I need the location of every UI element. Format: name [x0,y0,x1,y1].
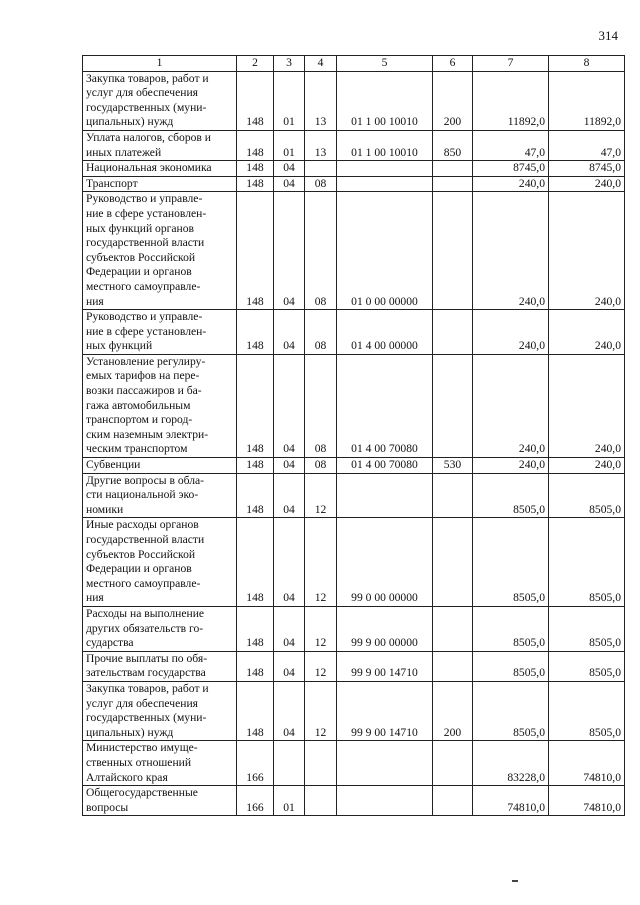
row-name-line: Министерство имуще- [86,741,198,755]
table-row [83,741,625,786]
row-cell-c5: 01 4 00 70080 [337,458,433,474]
row-name-line: вопросы [86,800,129,814]
row-name-line: Транспорт [86,176,138,190]
table-row [83,473,625,518]
row-cell-c2: 148 [237,458,274,474]
row-name-line: Закупка товаров, работ и [86,71,209,85]
row-name-line: ния [86,294,104,308]
row-cell-c3: 04 [274,518,305,607]
row-cell-c5: 99 9 00 00000 [337,606,433,651]
row-name-line: государственных (муни- [86,100,207,114]
row-cell-c7: 11892,0 [473,71,549,130]
row-cell-c4: 13 [305,130,337,160]
row-cell-c3 [274,741,305,786]
row-cell-c6: 200 [433,681,473,740]
row-cell-c7: 8505,0 [473,473,549,518]
table-row [83,176,625,192]
table-row [83,458,625,474]
row-name-line: сударства [86,636,134,650]
header-cell-5: 5 [337,56,433,72]
row-cell-c6 [433,786,473,816]
row-cell-c8: 74810,0 [549,786,625,816]
row-cell-c6 [433,473,473,518]
row-cell-c5: 99 9 00 14710 [337,681,433,740]
row-cell-c6 [433,161,473,177]
budget-table [82,55,625,816]
table-row [83,681,625,740]
row-name-line: Субвенции [86,458,141,472]
row-cell-c4: 12 [305,518,337,607]
row-name-cell [83,176,237,192]
row-cell-c4 [305,786,337,816]
row-cell-c6 [433,192,473,310]
row-cell-c8: 74810,0 [549,741,625,786]
row-cell-c7: 240,0 [473,310,549,355]
row-cell-c2: 166 [237,741,274,786]
row-cell-c2: 148 [237,130,274,160]
row-cell-c4: 08 [305,310,337,355]
row-cell-c6 [433,354,473,457]
row-cell-c3: 04 [274,192,305,310]
row-cell-c3: 04 [274,176,305,192]
row-name-cell [83,518,237,607]
row-cell-c2: 148 [237,473,274,518]
row-name-line: Закупка товаров, работ и [86,681,209,695]
row-cell-c2: 148 [237,651,274,681]
scan-mark [512,880,518,882]
row-cell-c8: 8505,0 [549,651,625,681]
row-cell-c8: 47,0 [549,130,625,160]
row-cell-c6: 850 [433,130,473,160]
table-row [83,161,625,177]
row-cell-c7: 8505,0 [473,681,549,740]
row-cell-c7: 8505,0 [473,606,549,651]
row-name-line: ципальных) нужд [86,115,174,129]
table-row [83,518,625,607]
row-cell-c7: 240,0 [473,192,549,310]
row-name-line: субъектов Российской [86,250,196,264]
row-name-line: местного самоуправле- [86,576,201,590]
row-name-cell [83,681,237,740]
row-cell-c2: 148 [237,518,274,607]
row-cell-c7: 240,0 [473,176,549,192]
row-cell-c6 [433,310,473,355]
row-cell-c8: 240,0 [549,458,625,474]
row-cell-c7: 240,0 [473,354,549,457]
row-cell-c5: 99 9 00 14710 [337,651,433,681]
table-row [83,606,625,651]
row-cell-c2: 148 [237,681,274,740]
row-name-line: Алтайского края [86,770,168,784]
row-name-line: иных платежей [86,145,162,159]
row-name-line: услуг для обеспечения [86,86,198,100]
row-name-line: государственных (муни- [86,711,207,725]
row-cell-c2: 148 [237,354,274,457]
row-cell-c3: 04 [274,473,305,518]
row-name-line: ных функций [86,339,153,353]
row-cell-c4: 12 [305,473,337,518]
row-cell-c8: 11892,0 [549,71,625,130]
row-cell-c6: 530 [433,458,473,474]
row-name-line: Руководство и управле- [86,310,203,324]
row-cell-c5: 01 1 00 10010 [337,71,433,130]
row-cell-c3: 04 [274,310,305,355]
header-cell-8: 8 [549,56,625,72]
row-cell-c2: 148 [237,192,274,310]
row-cell-c7: 8505,0 [473,651,549,681]
row-cell-c5 [337,473,433,518]
row-name-line: зательствам государства [86,666,206,680]
row-name-line: номики [86,502,124,516]
row-cell-c8: 240,0 [549,192,625,310]
row-name-line: Общегосударственные [86,786,198,800]
row-name-cell [83,606,237,651]
row-cell-c7: 8505,0 [473,518,549,607]
row-cell-c4: 12 [305,606,337,651]
row-cell-c4: 08 [305,192,337,310]
row-cell-c2: 148 [237,161,274,177]
row-cell-c3: 04 [274,458,305,474]
row-name-line: ние в сфере установлен- [86,206,207,220]
row-name-line: других обязательств го- [86,621,204,635]
row-name-line: субъектов Российской [86,547,196,561]
row-name-line: Расходы на выполнение [86,606,205,620]
row-cell-c2: 148 [237,71,274,130]
row-name-cell [83,130,237,160]
row-cell-c7: 83228,0 [473,741,549,786]
row-cell-c7: 47,0 [473,130,549,160]
page-number: 314 [598,28,618,43]
table-row [83,130,625,160]
row-name-line: ние в сфере установлен- [86,324,207,338]
row-name-cell [83,473,237,518]
row-cell-c7: 8745,0 [473,161,549,177]
row-name-line: ским наземным электри- [86,427,209,441]
row-cell-c5: 01 4 00 70080 [337,354,433,457]
row-cell-c8: 8505,0 [549,681,625,740]
row-name-cell [83,354,237,457]
table-row [83,354,625,457]
row-cell-c3: 04 [274,681,305,740]
row-name-line: емых тарифов на пере- [86,369,200,383]
header-cell-6: 6 [433,56,473,72]
table-row [83,71,625,130]
table-row [83,192,625,310]
row-name-cell [83,192,237,310]
row-name-line: Прочие выплаты по обя- [86,651,208,665]
row-cell-c2: 166 [237,786,274,816]
row-cell-c8: 8505,0 [549,606,625,651]
row-cell-c2: 148 [237,176,274,192]
row-name-line: Уплата налогов, сборов и [86,130,212,144]
header-cell-7: 7 [473,56,549,72]
row-cell-c2: 148 [237,606,274,651]
row-name-line: ческим транспортом [86,442,188,456]
row-cell-c8: 240,0 [549,176,625,192]
row-name-cell [83,741,237,786]
row-name-line: Установление регулиру- [86,354,206,368]
row-cell-c6 [433,176,473,192]
row-cell-c5 [337,161,433,177]
row-cell-c8: 8505,0 [549,518,625,607]
row-name-line: возки пассажиров и ба- [86,384,202,398]
row-name-line: гажа автомобильным [86,398,191,412]
row-cell-c4: 08 [305,354,337,457]
row-name-line: транспортом и город- [86,413,193,427]
row-cell-c3: 01 [274,130,305,160]
header-cell-1: 1 [83,56,237,72]
row-name-line: Национальная экономика [86,161,212,175]
row-name-line: Другие вопросы в обла- [86,473,205,487]
row-cell-c5: 01 0 00 00000 [337,192,433,310]
row-cell-c7: 240,0 [473,458,549,474]
row-name-line: Федерации и органов [86,562,192,576]
row-name-cell [83,786,237,816]
row-name-line: государственной власти [86,533,205,546]
table-row [83,310,625,355]
row-name-cell [83,71,237,130]
row-cell-c8: 8505,0 [549,473,625,518]
row-name-line: Федерации и органов [86,265,192,279]
row-cell-c4: 13 [305,71,337,130]
row-cell-c4: 12 [305,681,337,740]
row-name-line: ния [86,591,104,605]
row-cell-c2: 148 [237,310,274,355]
row-cell-c3: 01 [274,71,305,130]
row-name-line: услуг для обеспечения [86,696,198,710]
header-cell-4: 4 [305,56,337,72]
row-name-cell [83,161,237,177]
row-cell-c6: 200 [433,71,473,130]
row-cell-c5 [337,786,433,816]
row-name-line: ных функций органов [86,221,195,235]
row-name-line: сти национальной эко- [86,488,199,502]
row-cell-c3: 01 [274,786,305,816]
row-cell-c4 [305,741,337,786]
row-cell-c3: 04 [274,354,305,457]
row-name-cell [83,310,237,355]
row-cell-c5: 99 0 00 00000 [337,518,433,607]
header-cell-2: 2 [237,56,274,72]
row-cell-c5: 01 1 00 10010 [337,130,433,160]
row-name-cell [83,458,237,474]
table-row [83,651,625,681]
row-cell-c6 [433,741,473,786]
row-cell-c4: 08 [305,458,337,474]
row-name-line: Иные расходы органов [86,518,199,532]
row-name-line: государственной власти [86,236,205,250]
row-cell-c3: 04 [274,651,305,681]
header-cell-3: 3 [274,56,305,72]
row-cell-c8: 240,0 [549,310,625,355]
row-cell-c8: 8745,0 [549,161,625,177]
row-cell-c3: 04 [274,161,305,177]
row-cell-c4 [305,161,337,177]
row-name-line: местного самоуправле- [86,279,201,293]
table-row [83,786,625,816]
row-cell-c4: 08 [305,176,337,192]
row-cell-c4: 12 [305,651,337,681]
row-cell-c7: 74810,0 [473,786,549,816]
row-name-line: ственных отношений [86,755,192,769]
row-name-line: Руководство и управле- [86,192,203,206]
row-cell-c6 [433,518,473,607]
row-cell-c6 [433,651,473,681]
row-name-line: ципальных) нужд [86,725,174,739]
row-cell-c3: 04 [274,606,305,651]
row-cell-c5 [337,741,433,786]
row-cell-c5: 01 4 00 00000 [337,310,433,355]
row-name-cell [83,651,237,681]
row-cell-c5 [337,176,433,192]
row-cell-c8: 240,0 [549,354,625,457]
row-cell-c6 [433,606,473,651]
header-row [83,56,625,72]
